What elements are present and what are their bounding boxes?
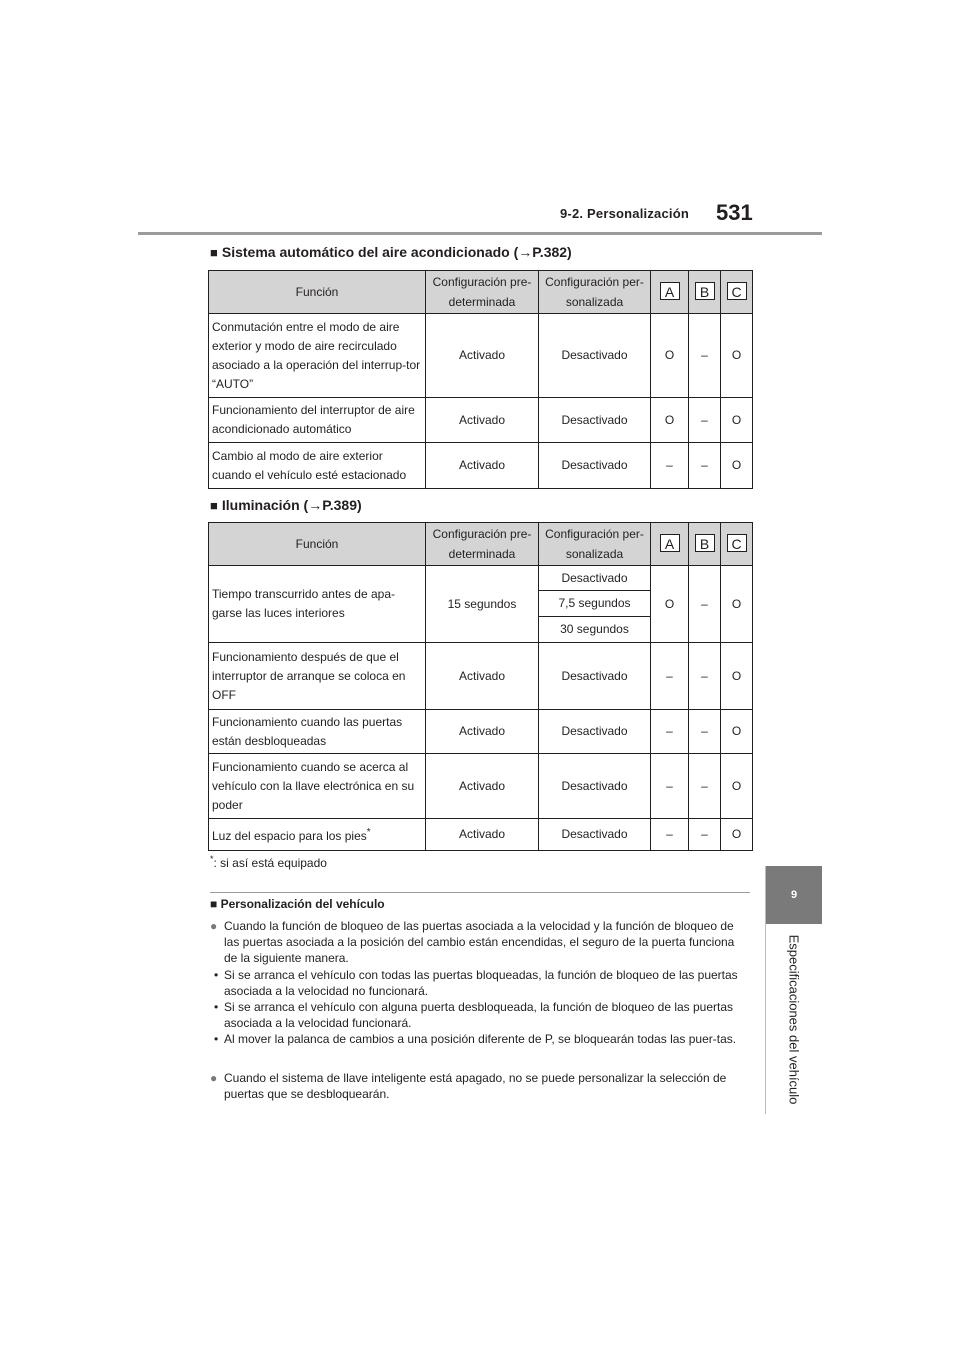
cell-pre: Activado <box>426 643 539 710</box>
col-c <box>721 271 753 314</box>
cell-per: 7,5 segundos <box>539 591 651 617</box>
note-subitem-text: Si se arranca el vehículo con todas las puertas bloqueadas, la función de bloqueo de las puertas asociada a la velocidad no funcionará. <box>224 967 738 998</box>
table-row <box>209 443 753 489</box>
table-row <box>209 566 753 591</box>
cell-c: O <box>721 398 753 443</box>
cell-funcion: Tiempo transcurrido antes de apa-garse las luces interiores <box>209 566 426 643</box>
col-funcion: Función <box>209 523 426 566</box>
cell-per: Desactivado <box>539 314 651 398</box>
cell-per: Desactivado <box>539 398 651 443</box>
cell-funcion-text: Luz del espacio para los pies <box>212 829 367 843</box>
table-header-row <box>209 271 753 314</box>
cell-b: – <box>689 443 721 489</box>
cell-b: – <box>689 643 721 710</box>
table-row <box>209 643 753 710</box>
cell-pre: Activado <box>426 754 539 819</box>
note-item <box>210 918 750 1048</box>
section-heading-ac <box>210 244 572 260</box>
col-a-badge: A <box>660 282 680 300</box>
cell-a: O <box>651 398 689 443</box>
note-subitem <box>210 967 750 999</box>
cell-per: Desactivado <box>539 643 651 710</box>
cell-funcion: Conmutación entre el modo de aire exterior y modo de aire recirculado asociado a la operación del interrup-tor “AUTO” <box>209 314 426 398</box>
cell-c: O <box>721 754 753 819</box>
cell-per: Desactivado <box>539 710 651 754</box>
section-title-ac: Sistema automático del aire acondicionado (→P.382) <box>221 244 572 260</box>
col-predeterminada: Configuración pre-determinada <box>426 523 539 566</box>
table-row <box>209 314 753 398</box>
cell-b: – <box>689 398 721 443</box>
col-b <box>689 271 721 314</box>
col-b-badge: B <box>695 282 715 300</box>
cell-per: Desactivado <box>539 443 651 489</box>
cell-c: O <box>721 314 753 398</box>
heading-square-icon: ■ <box>210 245 218 260</box>
section-heading-ilum <box>210 497 362 513</box>
cell-per: Desactivado <box>539 566 651 591</box>
col-personalizada: Configuración per-sonalizada <box>539 271 651 314</box>
cell-funcion: Funcionamiento cuando se acerca al vehículo con la llave electrónica en su poder <box>209 754 426 819</box>
cell-a: – <box>651 710 689 754</box>
table-ilum <box>208 522 753 851</box>
running-header-section: 9-2. Personalización <box>560 206 689 221</box>
cell-funcion: Cambio al modo de aire exterior cuando el vehículo esté estacionado <box>209 443 426 489</box>
table-row <box>209 398 753 443</box>
cell-per: 30 segundos <box>539 617 651 643</box>
cell-a: O <box>651 566 689 643</box>
col-c-badge: C <box>727 282 747 300</box>
cell-pre: Activado <box>426 398 539 443</box>
cell-pre: Activado <box>426 819 539 851</box>
sub-bullet-icon: • <box>214 967 219 982</box>
cell-b: – <box>689 314 721 398</box>
col-predeterminada: Configuración pre-determinada <box>426 271 539 314</box>
col-funcion: Función <box>209 271 426 314</box>
col-a <box>651 271 689 314</box>
sub-bullet-icon: • <box>214 1000 219 1015</box>
cell-pre: Activado <box>426 443 539 489</box>
cell-b: – <box>689 754 721 819</box>
cell-c: O <box>721 710 753 754</box>
cell-pre: Activado <box>426 314 539 398</box>
cell-per: Desactivado <box>539 819 651 851</box>
table-row <box>209 710 753 754</box>
col-a <box>651 523 689 566</box>
chapter-tab-text: Especificaciones del vehículo <box>786 934 802 1104</box>
cell-per: Desactivado <box>539 754 651 819</box>
cell-c: O <box>721 643 753 710</box>
bullet-icon: ● <box>210 1071 218 1085</box>
cell-b: – <box>689 566 721 643</box>
bullet-icon: ● <box>210 919 218 933</box>
table-ac <box>208 270 753 489</box>
col-b <box>689 523 721 566</box>
table-row <box>209 819 753 851</box>
note-subitem <box>210 999 750 1031</box>
sub-bullet-icon: • <box>214 1032 219 1047</box>
table-row <box>209 754 753 819</box>
cell-c: O <box>721 819 753 851</box>
cell-b: – <box>689 710 721 754</box>
header-rule <box>138 232 822 235</box>
notes-title: ■ Personalización del vehículo <box>210 897 385 911</box>
cell-pre: 15 segundos <box>426 566 539 643</box>
page-number: 531 <box>716 200 753 225</box>
chapter-tab-number: 9 <box>766 866 822 924</box>
note-subitem <box>210 1031 750 1047</box>
footnote-mark: * <box>366 827 371 838</box>
note-item-text: Cuando el sistema de llave inteligente está apagado, no se puede personalizar la selección de puertas que se desbloquearán. <box>224 1071 727 1102</box>
cell-a: – <box>651 443 689 489</box>
note-subitem-text: Si se arranca el vehículo con alguna puerta desbloqueada, la función de bloqueo de las puertas asociada a la velocidad funcionará. <box>224 1000 734 1031</box>
cell-c: O <box>721 443 753 489</box>
cell-funcion: Funcionamiento cuando las puertas están desbloqueadas <box>209 710 426 754</box>
note-item-text: Cuando la función de bloqueo de las puertas asociada a la velocidad y la función de bloqueo de las puertas asociada a la posición del cambio están encendidas, el seguro de la puerta funciona de la siguiente manera. <box>224 919 735 966</box>
col-c-badge: C <box>727 534 747 552</box>
col-personalizada: Configuración per-sonalizada <box>539 523 651 566</box>
section-title-ilum: Iluminación (→P.389) <box>221 497 362 513</box>
chapter-tab-label <box>766 924 822 1114</box>
cell-c: O <box>721 566 753 643</box>
footnote-mark: * <box>210 854 214 864</box>
col-b-badge: B <box>695 534 715 552</box>
cell-a: O <box>651 314 689 398</box>
note-item <box>210 1070 750 1102</box>
footnote <box>210 854 327 870</box>
col-c <box>721 523 753 566</box>
cell-funcion: Funcionamiento después de que el interruptor de arranque se coloca en OFF <box>209 643 426 710</box>
note-subitem-text: Al mover la palanca de cambios a una posición diferente de P, se bloquearán todas las puer-tas. <box>224 1032 737 1047</box>
cell-a: – <box>651 643 689 710</box>
notes-rule <box>210 892 750 893</box>
heading-square-icon: ■ <box>210 498 218 513</box>
cell-pre: Activado <box>426 710 539 754</box>
col-a-badge: A <box>660 534 680 552</box>
cell-funcion: Funcionamiento del interruptor de aire acondicionado automático <box>209 398 426 443</box>
cell-b: – <box>689 819 721 851</box>
table-header-row <box>209 523 753 566</box>
cell-a: – <box>651 754 689 819</box>
cell-funcion <box>209 819 426 851</box>
cell-a: – <box>651 819 689 851</box>
footnote-text: : si así está equipado <box>213 856 327 870</box>
